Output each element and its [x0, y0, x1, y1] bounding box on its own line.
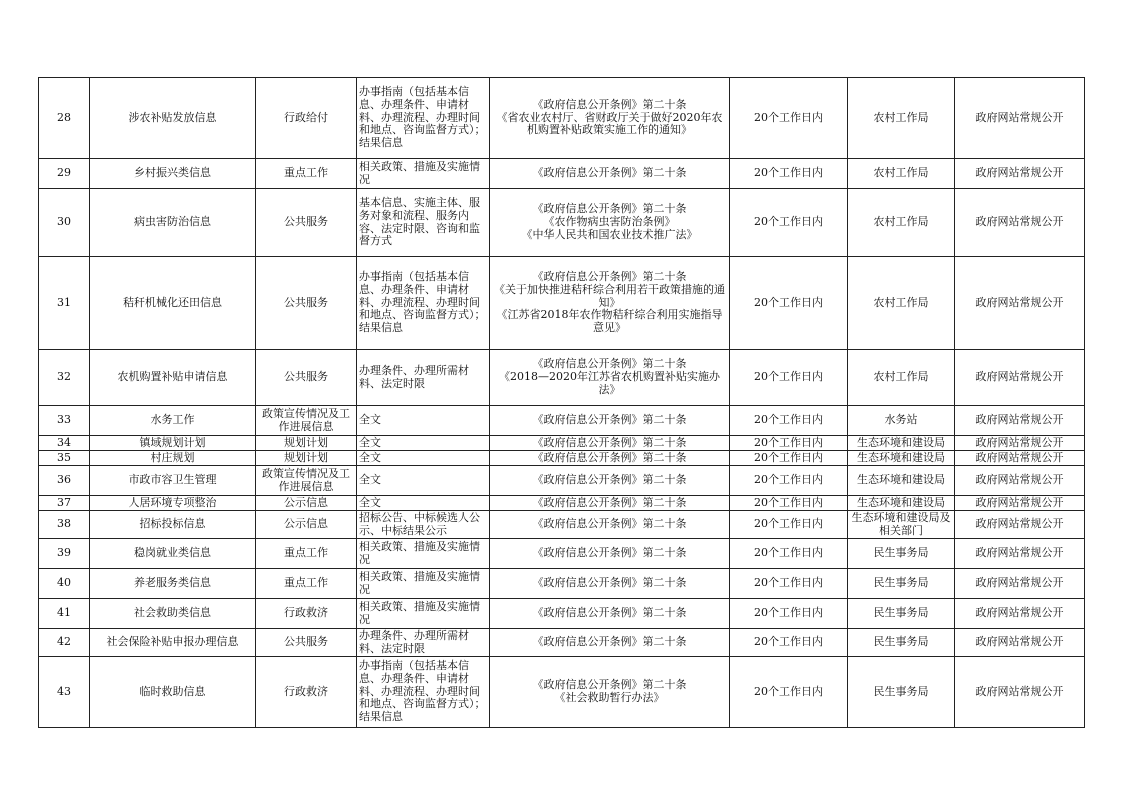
cell-content: 全文 — [357, 451, 490, 466]
cell-name: 稳岗就业类信息 — [90, 539, 256, 569]
cell-content: 办理条件、办理所需材料、法定时限 — [357, 350, 490, 406]
cell-name: 临时救助信息 — [90, 657, 256, 728]
cell-no: 40 — [39, 569, 90, 599]
basis-line: 《政府信息公开条例》第二十条 — [532, 473, 687, 487]
cell-time: 20个工作日内 — [730, 599, 848, 629]
cell-name: 涉农补贴发放信息 — [90, 78, 256, 159]
cell-name: 招标投标信息 — [90, 511, 256, 539]
cell-dept: 生态环境和建设局 — [848, 436, 955, 451]
cell-basis — [490, 189, 730, 257]
basis-line: 《中华人民共和国农业技术推广法》 — [521, 227, 698, 241]
cell-category: 公示信息 — [256, 511, 357, 539]
cell-category: 行政救济 — [256, 599, 357, 629]
cell-time: 20个工作日内 — [730, 406, 848, 436]
basis-line: 《政府信息公开条例》第二十条 — [532, 202, 687, 216]
cell-name: 农机购置补贴申请信息 — [90, 350, 256, 406]
basis-line: 《省农业农村厅、省财政厅关于做好2020年农机购置补贴政策实施工作的通知》 — [496, 110, 723, 137]
cell-no: 32 — [39, 350, 90, 406]
table-row — [39, 159, 1085, 189]
cell-dept: 生态环境和建设局 — [848, 496, 955, 511]
basis-line: 《农作物病虫害防治条例》 — [543, 215, 676, 229]
cell-no: 33 — [39, 406, 90, 436]
cell-content: 相关政策、措施及实施情况 — [357, 569, 490, 599]
basis-line: 《政府信息公开条例》第二十条 — [532, 517, 687, 531]
basis-line: 《政府信息公开条例》第二十条 — [532, 546, 687, 560]
table-row — [39, 78, 1085, 159]
cell-no: 29 — [39, 159, 90, 189]
cell-basis — [490, 78, 730, 159]
cell-dept: 生态环境和建设局 — [848, 466, 955, 496]
cell-basis — [490, 436, 730, 451]
cell-no: 41 — [39, 599, 90, 629]
cell-no: 42 — [39, 629, 90, 657]
table-row — [39, 466, 1085, 496]
basis-line: 《社会救助暂行办法》 — [554, 691, 665, 704]
cell-time: 20个工作日内 — [730, 511, 848, 539]
table-row — [39, 189, 1085, 257]
cell-category: 行政救济 — [256, 657, 357, 728]
cell-name: 水务工作 — [90, 406, 256, 436]
cell-content: 全文 — [357, 406, 490, 436]
table-row — [39, 539, 1085, 569]
basis-line: 《政府信息公开条例》第二十条 — [532, 97, 687, 111]
cell-category: 行政给付 — [256, 78, 357, 159]
cell-basis — [490, 159, 730, 189]
cell-content: 相关政策、措施及实施情况 — [357, 539, 490, 569]
cell-category: 公共服务 — [256, 257, 357, 350]
cell-category: 政策宣传情况及工作进展信息 — [256, 466, 357, 496]
table-row — [39, 657, 1085, 728]
cell-no: 39 — [39, 539, 90, 569]
cell-name: 秸秆机械化还田信息 — [90, 257, 256, 350]
cell-dept: 农村工作局 — [848, 189, 955, 257]
cell-time: 20个工作日内 — [730, 78, 848, 159]
cell-no: 31 — [39, 257, 90, 350]
cell-basis — [490, 599, 730, 629]
basis-line: 《2018—2020年江苏省农机购置补贴实施办法》 — [499, 370, 720, 396]
cell-method: 政府网站常规公开 — [955, 569, 1085, 599]
cell-basis — [490, 539, 730, 569]
cell-no: 37 — [39, 496, 90, 511]
cell-dept: 生态环境和建设局及相关部门 — [848, 511, 955, 539]
table-row — [39, 496, 1085, 511]
cell-time: 20个工作日内 — [730, 257, 848, 350]
cell-dept: 农村工作局 — [848, 350, 955, 406]
cell-method: 政府网站常规公开 — [955, 159, 1085, 189]
table-row — [39, 350, 1085, 406]
cell-method: 政府网站常规公开 — [955, 78, 1085, 159]
cell-basis — [490, 629, 730, 657]
cell-name: 镇域规划计划 — [90, 436, 256, 451]
cell-name: 村庄规划 — [90, 451, 256, 466]
table-body — [39, 78, 1085, 728]
basis-line: 《政府信息公开条例》第二十条 — [532, 357, 687, 371]
cell-no: 30 — [39, 189, 90, 257]
table-row — [39, 629, 1085, 657]
cell-time: 20个工作日内 — [730, 466, 848, 496]
cell-content: 基本信息、实施主体、服务对象和流程、服务内容、法定时限、咨询和监督方式 — [357, 189, 490, 257]
cell-content: 办事指南（包括基本信息、办理条件、申请材料、办理流程、办理时间和地点、咨询监督方式）；结果信息 — [357, 657, 490, 728]
table-row — [39, 257, 1085, 350]
cell-content: 相关政策、措施及实施情况 — [357, 599, 490, 629]
cell-time: 20个工作日内 — [730, 569, 848, 599]
cell-name: 病虫害防治信息 — [90, 189, 256, 257]
cell-content: 全文 — [357, 496, 490, 511]
cell-time: 20个工作日内 — [730, 159, 848, 189]
table-row — [39, 599, 1085, 629]
cell-basis — [490, 496, 730, 511]
basis-line: 《江苏省2018年农作物秸秆综合利用实施指导意见》 — [496, 308, 723, 335]
cell-time: 20个工作日内 — [730, 629, 848, 657]
basis-line: 《政府信息公开条例》第二十条 — [532, 166, 687, 180]
cell-basis — [490, 569, 730, 599]
cell-content: 办理条件、办理所需材料、法定时限 — [357, 629, 490, 657]
cell-no: 43 — [39, 657, 90, 728]
disclosure-table — [38, 77, 1085, 728]
cell-method: 政府网站常规公开 — [955, 496, 1085, 511]
cell-method: 政府网站常规公开 — [955, 629, 1085, 657]
cell-name: 市政市容卫生管理 — [90, 466, 256, 496]
cell-method: 政府网站常规公开 — [955, 657, 1085, 728]
basis-line: 《政府信息公开条例》第二十条 — [532, 606, 687, 620]
cell-method: 政府网站常规公开 — [955, 189, 1085, 257]
cell-basis — [490, 406, 730, 436]
cell-content: 招标公告、中标候选人公示、中标结果公示 — [357, 511, 490, 539]
cell-dept: 民生事务局 — [848, 539, 955, 569]
table-row — [39, 451, 1085, 466]
cell-no: 28 — [39, 78, 90, 159]
cell-category: 规划计划 — [256, 436, 357, 451]
cell-category: 重点工作 — [256, 539, 357, 569]
cell-method: 政府网站常规公开 — [955, 539, 1085, 569]
cell-basis — [490, 511, 730, 539]
cell-dept: 农村工作局 — [848, 78, 955, 159]
table-row — [39, 511, 1085, 539]
cell-no: 34 — [39, 436, 90, 451]
cell-method: 政府网站常规公开 — [955, 257, 1085, 350]
cell-dept: 水务站 — [848, 406, 955, 436]
table-row — [39, 406, 1085, 436]
basis-line: 《政府信息公开条例》第二十条 — [532, 495, 687, 509]
cell-name: 人居环境专项整治 — [90, 496, 256, 511]
cell-dept: 民生事务局 — [848, 629, 955, 657]
cell-content: 相关政策、措施及实施情况 — [357, 159, 490, 189]
cell-name: 社会救助类信息 — [90, 599, 256, 629]
cell-content: 办事指南（包括基本信息、办理条件、申请材料、办理流程、办理时间和地点、咨询监督方式）；结果信息 — [357, 257, 490, 350]
cell-time: 20个工作日内 — [730, 496, 848, 511]
cell-category: 规划计划 — [256, 451, 357, 466]
cell-no: 36 — [39, 466, 90, 496]
cell-content: 全文 — [357, 466, 490, 496]
cell-category: 重点工作 — [256, 159, 357, 189]
cell-method: 政府网站常规公开 — [955, 436, 1085, 451]
basis-line: 《政府信息公开条例》第二十条 — [532, 413, 687, 427]
cell-category: 重点工作 — [256, 569, 357, 599]
cell-time: 20个工作日内 — [730, 657, 848, 728]
cell-basis — [490, 257, 730, 350]
cell-method: 政府网站常规公开 — [955, 466, 1085, 496]
table-row — [39, 436, 1085, 451]
cell-dept: 生态环境和建设局 — [848, 451, 955, 466]
cell-name: 社会保险补贴申报办理信息 — [90, 629, 256, 657]
cell-name: 养老服务类信息 — [90, 569, 256, 599]
cell-method: 政府网站常规公开 — [955, 599, 1085, 629]
cell-dept: 民生事务局 — [848, 599, 955, 629]
cell-category: 公示信息 — [256, 496, 357, 511]
cell-time: 20个工作日内 — [730, 350, 848, 406]
cell-content: 全文 — [357, 436, 490, 451]
cell-time: 20个工作日内 — [730, 436, 848, 451]
basis-line: 《关于加快推进秸秆综合利用若干政策措施的通知》 — [494, 282, 725, 309]
cell-dept: 农村工作局 — [848, 257, 955, 350]
cell-dept: 民生事务局 — [848, 657, 955, 728]
cell-time: 20个工作日内 — [730, 451, 848, 466]
cell-dept: 农村工作局 — [848, 159, 955, 189]
cell-method: 政府网站常规公开 — [955, 511, 1085, 539]
cell-no: 35 — [39, 451, 90, 466]
cell-time: 20个工作日内 — [730, 539, 848, 569]
basis-line: 《政府信息公开条例》第二十条 — [532, 435, 687, 449]
cell-category: 公共服务 — [256, 189, 357, 257]
cell-method: 政府网站常规公开 — [955, 350, 1085, 406]
cell-time: 20个工作日内 — [730, 189, 848, 257]
basis-line: 《政府信息公开条例》第二十条 — [532, 270, 687, 284]
cell-category: 公共服务 — [256, 629, 357, 657]
cell-basis — [490, 350, 730, 406]
cell-no: 38 — [39, 511, 90, 539]
cell-dept: 民生事务局 — [848, 569, 955, 599]
cell-category: 公共服务 — [256, 350, 357, 406]
basis-line: 《政府信息公开条例》第二十条 — [532, 450, 687, 464]
basis-line: 《政府信息公开条例》第二十条 — [532, 678, 687, 692]
cell-basis — [490, 451, 730, 466]
basis-line: 《政府信息公开条例》第二十条 — [532, 576, 687, 590]
table-row — [39, 569, 1085, 599]
cell-category: 政策宣传情况及工作进展信息 — [256, 406, 357, 436]
basis-line: 《政府信息公开条例》第二十条 — [532, 635, 687, 649]
cell-content: 办事指南（包括基本信息、办理条件、申请材料、办理流程、办理时间和地点、咨询监督方式）；结果信息 — [357, 78, 490, 159]
cell-basis — [490, 657, 730, 728]
cell-basis — [490, 466, 730, 496]
cell-method: 政府网站常规公开 — [955, 451, 1085, 466]
cell-method: 政府网站常规公开 — [955, 406, 1085, 436]
cell-name: 乡村振兴类信息 — [90, 159, 256, 189]
